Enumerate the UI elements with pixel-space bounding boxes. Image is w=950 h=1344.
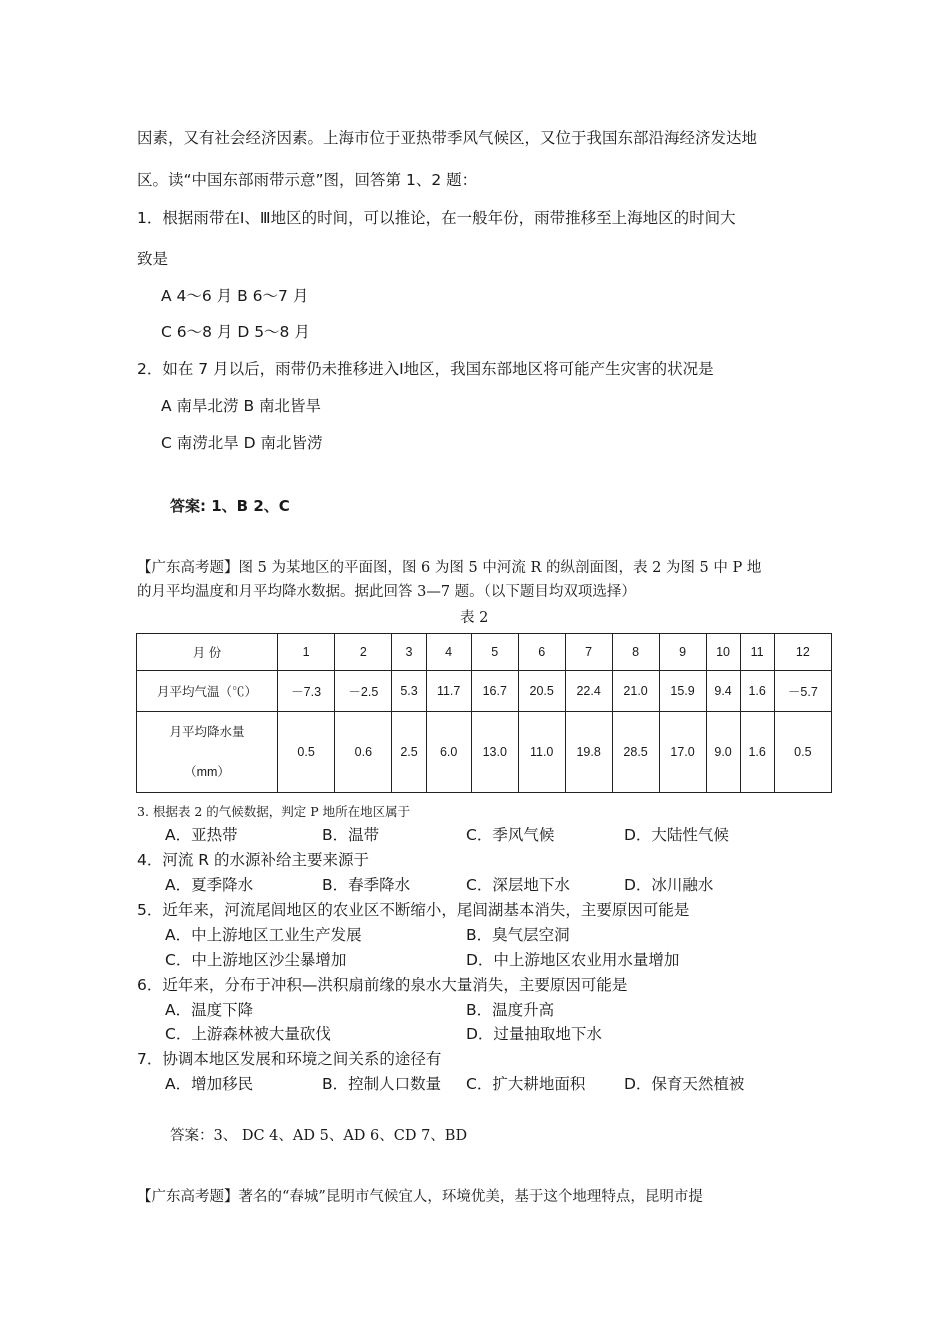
temp-cell: －2.5 (335, 671, 392, 712)
precipitation-label (137, 712, 278, 793)
month-cell: 2 (335, 634, 392, 671)
precip-cell: 0.5 (774, 712, 831, 793)
q3-option-c: C．季风气候 (466, 826, 555, 844)
section2-line-1: 【广东高考题】图 5 为某地区的平面图，图 6 为图 5 中河流 R 的纵剖面图，表 2 为图 5 中 P 地 (137, 560, 762, 576)
precipitation-label-line-2: （mm） (184, 765, 230, 779)
temp-cell: 11.7 (426, 671, 471, 712)
q2-options-ab: A 南旱北涝 B 南北皆旱 (161, 397, 322, 415)
table-row-precipitation (137, 712, 832, 793)
precip-cell: 2.5 (392, 712, 426, 793)
q6-stem: 6．近年来，分布于冲积—洪积扇前缘的泉水大量消失，主要原因可能是 (137, 976, 628, 994)
answer-q1-q2: 答案: 1、B 2、C (170, 497, 290, 515)
q3-option-a: A．亚热带 (165, 826, 238, 844)
precip-cell: 11.0 (518, 712, 565, 793)
precip-cell: 17.0 (659, 712, 706, 793)
precip-cell: 9.0 (706, 712, 740, 793)
temp-cell: 22.4 (565, 671, 612, 712)
section3-line-1: 【广东高考题】著名的“春城”昆明市气候宜人，环境优美，基于这个地理特点，昆明市提 (137, 1189, 703, 1205)
month-cell: 5 (471, 634, 518, 671)
table-caption: 表 2 (460, 610, 489, 626)
temp-cell: －5.7 (774, 671, 831, 712)
month-cell: 10 (706, 634, 740, 671)
month-cell: 8 (612, 634, 659, 671)
q6-option-d: D．过量抽取地下水 (466, 1025, 602, 1043)
temp-cell: －7.3 (278, 671, 335, 712)
precip-cell: 6.0 (426, 712, 471, 793)
temp-cell: 16.7 (471, 671, 518, 712)
precip-cell: 19.8 (565, 712, 612, 793)
temp-cell: 20.5 (518, 671, 565, 712)
q7-option-c: C．扩大耕地面积 (466, 1075, 586, 1093)
table-row-temperature (137, 671, 832, 712)
q7-option-a: A．增加移民 (165, 1075, 254, 1093)
q5-stem: 5．近年来，河流尾闾地区的农业区不断缩小，尾闾湖基本消失，主要原因可能是 (137, 901, 690, 919)
temp-cell: 5.3 (392, 671, 426, 712)
temp-cell: 21.0 (612, 671, 659, 712)
q3-stem: 3. 根据表 2 的气候数据，判定 P 地所在地区属于 (137, 804, 411, 819)
month-cell: 1 (278, 634, 335, 671)
precipitation-label-line-1: 月平均降水量 (169, 725, 245, 739)
q4-option-b: B．春季降水 (322, 876, 411, 894)
month-cell: 9 (659, 634, 706, 671)
precip-cell: 0.6 (335, 712, 392, 793)
q7-option-b: B．控制人口数量 (322, 1075, 442, 1093)
climate-table (136, 633, 832, 793)
q6-option-b: B．温度升高 (466, 1001, 555, 1019)
q6-option-c: C．上游森林被大量砍伐 (165, 1025, 331, 1043)
header-month-label: 月 份 (137, 634, 278, 671)
q7-stem: 7．协调本地区发展和环境之间关系的途径有 (137, 1050, 442, 1068)
q1-stem-line-2: 致是 (137, 250, 169, 268)
q4-stem: 4．河流 R 的水源补给主要来源于 (137, 851, 369, 869)
temp-cell: 9.4 (706, 671, 740, 712)
q1-options-ab: A 4～6 月 B 6～7 月 (161, 287, 309, 305)
temperature-label: 月平均气温（℃） (137, 671, 278, 712)
month-cell: 6 (518, 634, 565, 671)
q5-option-b: B．臭气层空洞 (466, 926, 570, 944)
table-row-months (137, 634, 832, 671)
q2-options-cd: C 南涝北旱 D 南北皆涝 (161, 434, 323, 452)
intro-line-1: 因素，又有社会经济因素。上海市位于亚热带季风气候区，又位于我国东部沿海经济发达地 (137, 129, 758, 147)
q1-stem-line-1: 1．根据雨带在Ⅰ、Ⅲ地区的时间，可以推论，在一般年份，雨带推移至上海地区的时间大 (137, 209, 736, 227)
q5-option-a: A．中上游地区工业生产发展 (165, 926, 362, 944)
q4-option-a: A．夏季降水 (165, 876, 254, 894)
month-cell: 7 (565, 634, 612, 671)
q5-option-d: D．中上游地区农业用水量增加 (466, 951, 680, 969)
q7-option-d: D．保育天然植被 (624, 1075, 745, 1093)
temp-cell: 1.6 (740, 671, 774, 712)
month-cell: 3 (392, 634, 426, 671)
q2-stem: 2．如在 7 月以后，雨带仍未推移进入Ⅰ地区，我国东部地区将可能产生灾害的状况是 (137, 360, 714, 378)
month-cell: 11 (740, 634, 774, 671)
precip-cell: 1.6 (740, 712, 774, 793)
q1-options-cd: C 6～8 月 D 5～8 月 (161, 323, 310, 341)
intro-line-2: 区。读“中国东部雨带示意”图，回答第 1、2 题： (137, 171, 478, 189)
month-cell: 12 (774, 634, 831, 671)
q3-option-d: D．大陆性气候 (624, 826, 729, 844)
precip-cell: 13.0 (471, 712, 518, 793)
q4-option-c: C．深层地下水 (466, 876, 570, 894)
answer-q3-q7: 答案：3、 DC 4、AD 5、AD 6、CD 7、BD (170, 1128, 468, 1144)
q6-option-a: A．温度下降 (165, 1001, 254, 1019)
precip-cell: 0.5 (278, 712, 335, 793)
month-cell: 4 (426, 634, 471, 671)
q4-option-d: D．冰川融水 (624, 876, 714, 894)
q5-option-c: C．中上游地区沙尘暴增加 (165, 951, 347, 969)
temp-cell: 15.9 (659, 671, 706, 712)
precip-cell: 28.5 (612, 712, 659, 793)
section2-line-2: 的月平均温度和月平均降水数据。据此回答 3—7 题。（以下题目均双项选择） (137, 584, 636, 600)
q3-option-b: B．温带 (322, 826, 380, 844)
